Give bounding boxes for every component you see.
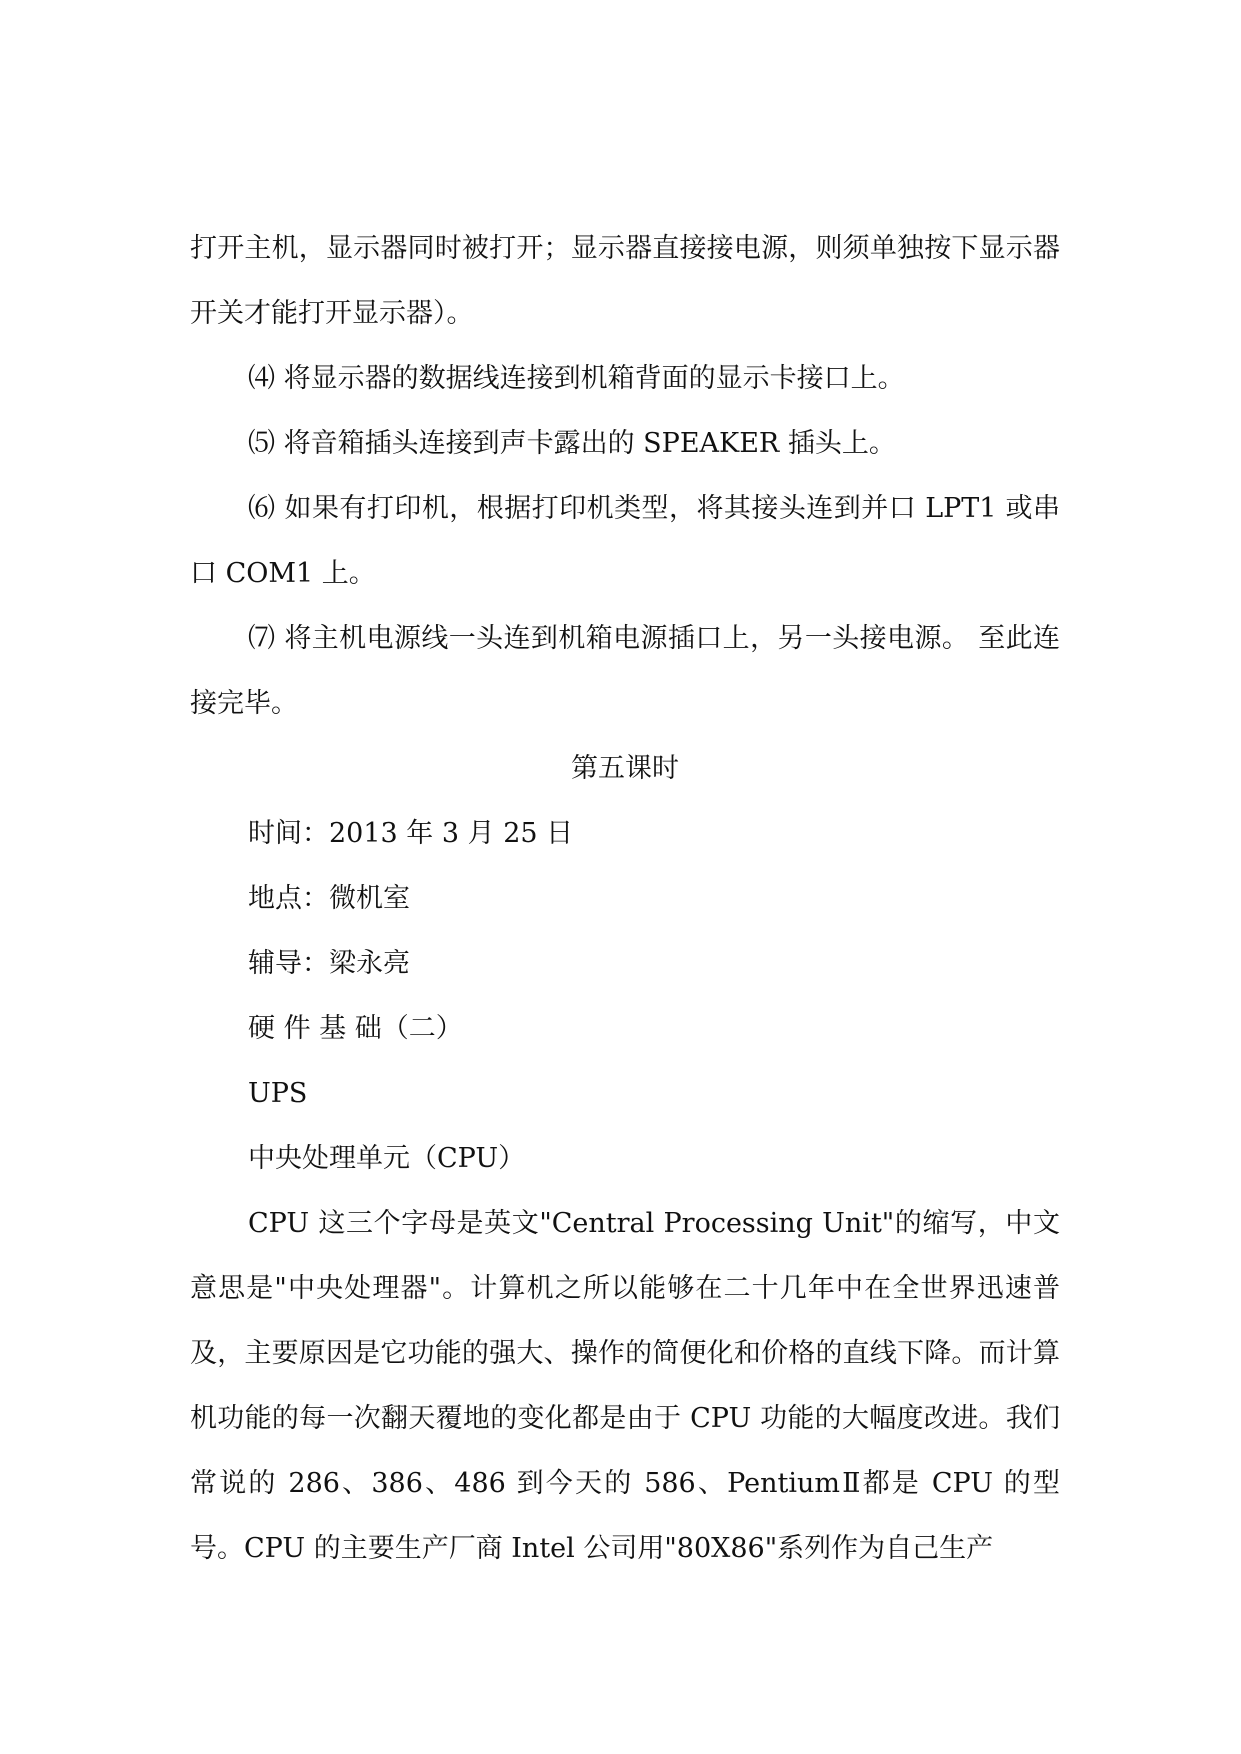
place-line: 地点：微机室 [248, 883, 410, 914]
cpu-heading: 中央处理单元（CPU） [248, 1143, 526, 1174]
step-5-paragraph: ⑸ 将音箱插头连接到声卡露出的 SPEAKER 插头上。 [248, 428, 896, 459]
ups-line: UPS [248, 1078, 308, 1109]
document-page [190, 216, 1060, 1581]
step-7-paragraph: ⑺ 将主机电源线一头连到机箱电源插口上，另一头接电源。 至此连接完毕。 [190, 623, 1060, 719]
section-title: 第五课时 [571, 753, 679, 784]
cpu-paragraph: CPU 这三个字母是英文"Central Processing Unit"的缩写，中文意思是"中央处理器"。计算机之所以能够在二十几年中在全世界迅速普及，主要原因是它功能的强大、操作的简便化和价格的直线下降。而计算机功能的每一次翻天覆地的变化都是由于 CPU 功能的大幅度改进。我们常说的 286、386、486 到今天的 586、PentiumⅡ都是 CPU 的型号。CPU 的主要生产厂商 Intel 公司用"80X86"系列作为自己生产 [190, 1208, 1060, 1564]
step-4-paragraph: ⑷ 将显示器的数据线连接到机箱背面的显示卡接口上。 [248, 363, 905, 394]
time-line: 时间：2013 年 3 月 25 日 [248, 818, 574, 849]
step-6-paragraph: ⑹ 如果有打印机，根据打印机类型，将其接头连到并口 LPT1 或串口 COM1 上。 [190, 493, 1060, 589]
paragraph-continuation: 打开主机，显示器同时被打开；显示器直接接电源，则须单独按下显示器开关才能打开显示器）。 [190, 233, 1060, 329]
topic-line: 硬 件 基 础（二） [248, 1013, 463, 1044]
tutor-line: 辅导：梁永亮 [248, 948, 410, 979]
